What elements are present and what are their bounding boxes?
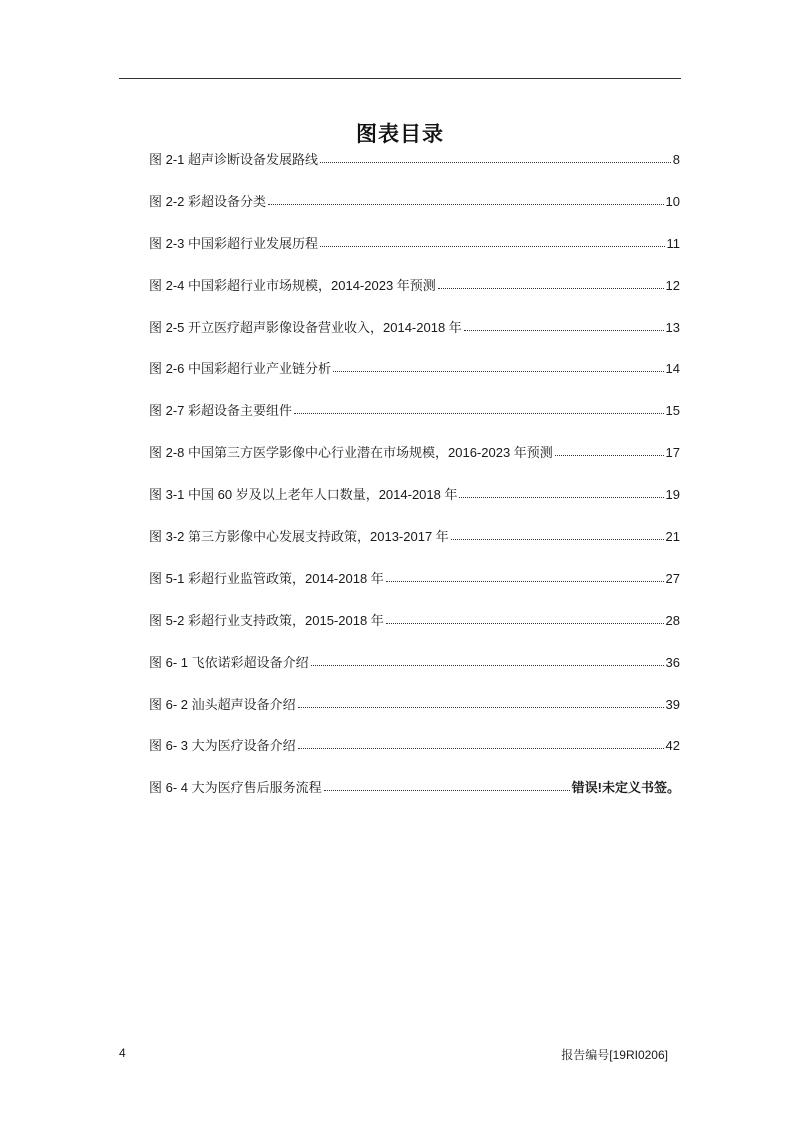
toc-entry-label: 图 3-1 中国 60 岁及以上老年人口数量，2014-2018 年 [149,487,458,503]
toc-entry-page-error: 错误!未定义书签。 [571,780,680,796]
toc-dot-leader [438,276,664,290]
toc-dot-leader [555,443,664,457]
toc-entry-2-2[interactable] [149,192,680,234]
toc-entry-5-1[interactable] [149,569,680,611]
toc-entry-2-4[interactable] [149,276,680,318]
toc-entry-label: 图 6- 3 大为医疗设备介绍 [149,738,296,754]
toc-entry-label: 图 2-2 彩超设备分类 [149,193,267,209]
toc-dot-leader [451,527,664,541]
toc-entry-2-7[interactable] [149,401,680,443]
toc-entry-5-2[interactable] [149,611,680,653]
table-of-figures [149,150,680,820]
toc-entry-label: 图 2-7 彩超设备主要组件 [149,403,293,419]
footer-page-number: 4 [119,1046,126,1060]
toc-entry-page: 8 [672,152,680,167]
toc-entry-page: 28 [665,612,680,628]
toc-entry-6-3[interactable] [149,736,680,778]
toc-entry-2-5[interactable] [149,318,680,360]
toc-entry-6-4[interactable] [149,778,680,820]
toc-dot-leader [298,695,664,709]
toc-entry-3-1[interactable] [149,485,680,527]
toc-entry-page: 13 [665,319,680,335]
toc-dot-leader [464,318,664,332]
toc-entry-label: 图 5-2 彩超行业支持政策，2015-2018 年 [149,612,384,628]
toc-entry-2-8[interactable] [149,443,680,485]
toc-dot-leader [268,192,664,206]
page-title: 图表目录 [356,123,444,147]
toc-dot-leader [333,359,664,373]
toc-entry-label: 图 2-3 中国彩超行业发展历程 [149,235,319,251]
toc-entry-2-1[interactable] [149,150,680,192]
toc-dot-leader [386,569,664,583]
toc-entry-page: 11 [666,235,680,251]
toc-entry-page: 39 [665,696,680,712]
toc-dot-leader [386,611,664,625]
toc-entry-label: 图 2-1 超声诊断设备发展路线 [149,152,319,167]
toc-entry-page: 19 [665,487,680,503]
toc-entry-label: 图 2-6 中国彩超行业产业链分析 [149,361,332,377]
header-rule [119,78,681,79]
toc-entry-2-6[interactable] [149,359,680,401]
toc-entry-page: 12 [665,277,680,293]
toc-entry-2-3[interactable] [149,234,680,276]
toc-entry-label: 图 6- 4 大为医疗售后服务流程 [149,780,322,796]
toc-entry-label: 图 2-8 中国第三方医学影像中心行业潜在市场规模，2016-2023 年预测 [149,445,553,461]
toc-entry-page: 15 [665,403,680,419]
toc-entry-label: 图 2-5 开立医疗超声影像设备营业收入，2014-2018 年 [149,319,462,335]
toc-entry-page: 27 [665,570,680,586]
toc-entry-label: 图 6- 2 汕头超声设备介绍 [149,696,296,712]
toc-entry-label: 图 2-4 中国彩超行业市场规模，2014-2023 年预测 [149,277,436,293]
toc-entry-page: 21 [665,529,680,545]
toc-entry-3-2[interactable] [149,527,680,569]
toc-dot-leader [320,234,664,248]
toc-dot-leader [311,653,664,667]
toc-entry-page: 17 [665,445,680,461]
toc-entry-label: 图 6- 1 飞依诺彩超设备介绍 [149,654,309,670]
toc-entry-label: 图 5-1 彩超行业监管政策，2014-2018 年 [149,570,384,586]
toc-dot-leader [298,736,664,750]
toc-dot-leader [459,485,663,499]
toc-entry-page: 10 [665,193,680,209]
toc-entry-label: 图 3-2 第三方影像中心发展支持政策，2013-2017 年 [149,529,449,545]
toc-entry-6-2[interactable] [149,695,680,737]
toc-entry-page: 36 [665,654,680,670]
footer-report-number: 报告编号[19RI0206] [561,1048,668,1062]
toc-entry-page: 42 [665,738,680,754]
toc-dot-leader [324,778,570,792]
toc-dot-leader [294,401,664,415]
toc-entry-6-1[interactable] [149,653,680,695]
toc-entry-page: 14 [665,361,680,377]
toc-dot-leader [320,150,671,164]
